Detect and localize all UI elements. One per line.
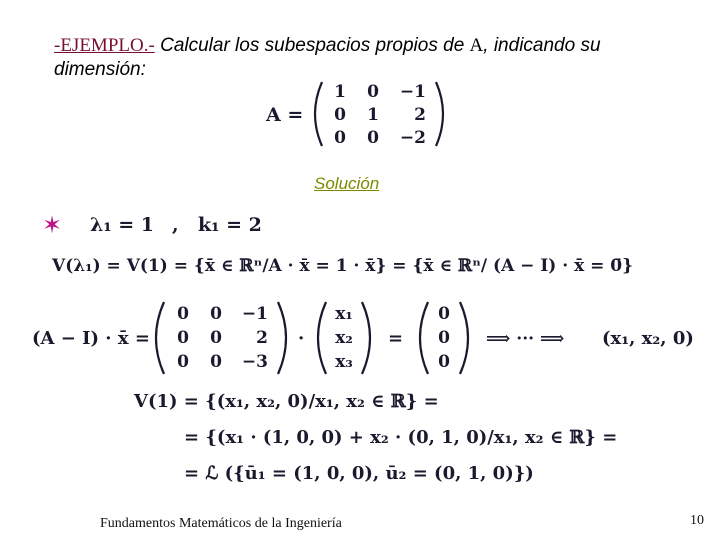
- right-paren: [436, 82, 443, 146]
- matrix-a-cell: 1: [367, 105, 379, 125]
- system-lhs: (A − I) · x̄ =: [32, 328, 150, 349]
- footer-text: Fundamentos Matemáticos de la Ingeniería: [100, 516, 342, 531]
- system-matrix-cell: 0: [210, 352, 222, 372]
- multiplicity-k: k₁ = 2: [198, 214, 262, 236]
- vector-entry: x₁: [335, 304, 353, 324]
- matrix-a-cell: −2: [399, 128, 426, 148]
- matrix-a-cell: 0: [367, 128, 379, 148]
- left-paren: [420, 302, 428, 374]
- eigenspace-definition: V(λ₁) = V(1) = {x̄ ∈ ℝⁿ/A · x̄ = 1 · x̄} = {x̄ ∈ ℝⁿ/ (A − I) · x̄ = 0̄}: [52, 256, 634, 276]
- system-matrix-cell: 0: [177, 352, 189, 372]
- heading-var-a: A: [469, 35, 484, 56]
- right-paren: [362, 302, 370, 374]
- system-result: (x₁, x₂, 0): [602, 328, 694, 349]
- system-matrix-cell: 2: [256, 328, 268, 348]
- left-paren: [315, 82, 322, 146]
- page-number: 10: [690, 513, 704, 528]
- system-matrix-cell: 0: [210, 304, 222, 324]
- system-matrix-cell: −1: [241, 304, 268, 324]
- implies-chain: ⟹ ··· ⟹: [486, 329, 565, 349]
- subspace-line-1: V(1) = {(x₁, x₂, 0)/x₁, x₂ ∈ ℝ} =: [134, 391, 439, 412]
- heading-line2: dimensión:: [54, 59, 146, 80]
- system-matrix-cell: 0: [177, 304, 189, 324]
- right-paren: [460, 302, 468, 374]
- matrix-a: [256, 76, 456, 152]
- eigenvalue-lambda: λ₁ = 1: [90, 214, 155, 236]
- right-paren: [278, 302, 286, 374]
- matrix-a-cell: −1: [399, 82, 426, 102]
- unknown-vector: [335, 304, 353, 372]
- system-matrix-cell: 0: [210, 328, 222, 348]
- matrix-a-label: A =: [266, 104, 304, 126]
- system-matrix: [177, 304, 268, 372]
- matrix-a-cell: 2: [414, 105, 426, 125]
- subspace-line-2: = {(x₁ · (1, 0, 0) + x₂ · (0, 1, 0)/x₁, x₂ ∈ ℝ} =: [184, 427, 618, 448]
- vector-entry: x₃: [335, 352, 353, 372]
- matrix-a-cells: [334, 82, 426, 148]
- zero-entry: 0: [438, 328, 450, 348]
- matrix-a-cell: 0: [334, 105, 346, 125]
- heading-text-2: , indicando su: [483, 35, 601, 56]
- example-prefix: -EJEMPLO.-: [54, 35, 155, 56]
- linear-system: [28, 298, 696, 378]
- heading-text-1: Calcular los subespacios propios de: [154, 35, 470, 56]
- matrix-a-cell: 0: [367, 82, 379, 102]
- system-matrix-cell: −3: [241, 352, 268, 372]
- solucion-link[interactable]: Solución: [314, 174, 380, 193]
- equals-sign: =: [388, 328, 404, 349]
- matrix-a-cell: 1: [334, 82, 346, 102]
- dot-operator: ·: [298, 328, 305, 349]
- zero-entry: 0: [438, 304, 450, 324]
- matrix-a-cell: 0: [334, 128, 346, 148]
- zero-entry: 0: [438, 352, 450, 372]
- eigen-separator: ,: [172, 214, 179, 236]
- subspace-line-3: = ℒ ({ū₁ = (1, 0, 0), ū₂ = (0, 1, 0)}): [184, 463, 534, 484]
- left-paren: [156, 302, 164, 374]
- system-matrix-cell: 0: [177, 328, 189, 348]
- example-heading: [54, 34, 601, 82]
- zero-vector: [438, 304, 450, 372]
- star-icon: ✶: [42, 213, 63, 239]
- left-paren: [318, 302, 326, 374]
- vector-entry: x₂: [335, 328, 353, 348]
